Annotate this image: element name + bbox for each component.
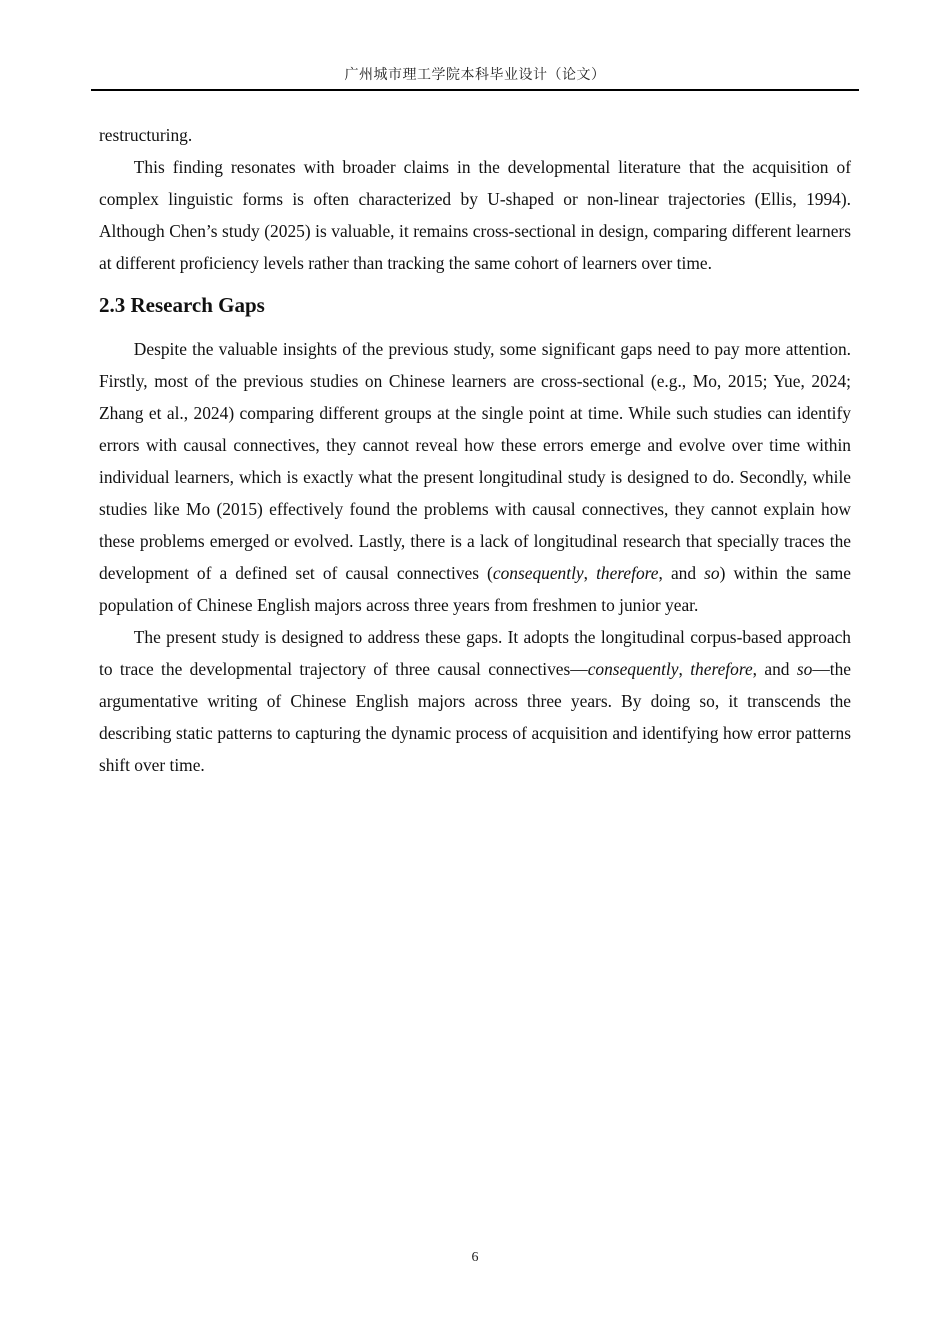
main-body — [99, 119, 851, 781]
connective-term: so — [796, 659, 813, 679]
paragraph-text: Despite the valuable insights of the previous study, some significant gaps need to pay more attention. Firstly, most of the previous studies on Chinese learners are cross-sectional (e.g., Mo, 2015; Yue, 2024; Zhang et al., 2024) comparing different groups at the single point at time. While such studies can identify errors with causal connectives, they cannot reveal how these errors emerge and evolve over time within individual learners, which is exactly what the present longitudinal study is designed to do. Secondly, while studies like Mo (2015) effectively found the problems with causal connectives, they cannot explain how these problems emerged or evolved. Lastly, there is a lack of longitudinal research that specially traces the development of a defined set of causal connectives ( — [99, 339, 851, 583]
connective-term: therefore — [690, 659, 753, 679]
paragraph-research-gaps — [99, 333, 851, 621]
connective-term: therefore — [596, 563, 659, 583]
connective-term: consequently — [587, 659, 679, 679]
connective-term: so — [704, 563, 720, 583]
connective-term: consequently — [492, 563, 584, 583]
paragraph-text: The present study is designed to address these gaps. It adopts the longitudinal corpus-based approach to trace the developmental trajectory of three causal connectives— — [99, 627, 851, 679]
page-number: 6 — [471, 1250, 479, 1265]
separator: , and — [658, 563, 705, 583]
paragraph-finding: This finding resonates with broader claims in the developmental literature that the acquisition of complex linguistic forms is often characterized by U-shaped or non-linear trajectories (Ellis, 1994). Although Chen’s study (2025) is valuable, it remains cross-sectional in design, comparing different learners at different proficiency levels rather than tracking the same cohort of learners over time. — [99, 157, 851, 273]
separator: , and — [752, 659, 797, 679]
paragraph-restructuring: restructuring. — [99, 125, 193, 145]
separator: , — [678, 659, 691, 679]
page-header-title: 广州城市理工学院本科毕业设计（论文） — [344, 68, 606, 83]
paragraph-text: —the argumentative writing of Chinese English majors across three years. By doing so, it transcends the describing static patterns to capturing the dynamic process of acquisition and identifying how error patterns shift over time. — [99, 659, 851, 775]
section-heading: 2.3 Research Gaps — [99, 293, 265, 317]
header-rule — [91, 89, 859, 91]
separator: , — [583, 563, 597, 583]
paragraph-present-study — [99, 621, 851, 781]
paragraph-text: ) within the same population of Chinese English majors across three years from freshmen to junior year. — [99, 563, 852, 615]
